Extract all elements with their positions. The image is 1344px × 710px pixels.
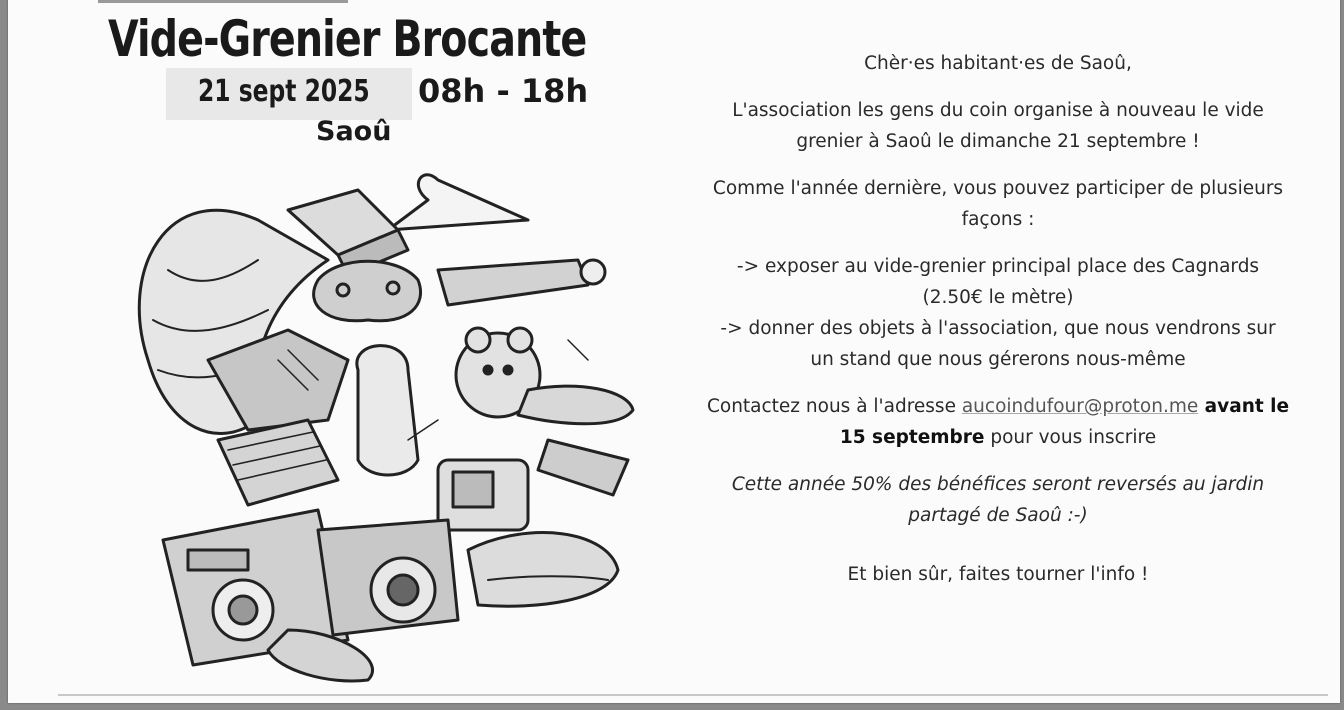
cornucopia-illustration-icon: [108, 160, 648, 690]
benefit-line-1: Cette année 50% des bénéfices seront reversés au jardin: [731, 474, 1265, 495]
poster-title: Vide-Grenier Brocante: [108, 10, 587, 68]
intro-line-1: L'association les gens du coin organise à nouveau le vide: [732, 100, 1264, 121]
poster-place: Saoû: [316, 116, 392, 147]
participate-line-2: façons :: [961, 209, 1035, 230]
participate-line-1: Comme l'année dernière, vous pouvez participer de plusieurs: [712, 178, 1284, 199]
option-2-line-2: un stand que nous gérerons nous-même: [810, 349, 1186, 370]
flyer-sheet: [8, 0, 1340, 703]
letter-body: [648, 48, 1344, 590]
option-1-line-1: -> exposer au vide-grenier principal place des Cagnards: [736, 256, 1260, 277]
bottom-divider: [58, 694, 1328, 696]
contact-deadline-a: avant le: [1198, 396, 1290, 417]
contact-line-2: [648, 422, 1344, 453]
greeting: Chèr·es habitant·es de Saoû,: [864, 53, 1132, 74]
poster-date: 21 sept 2025: [198, 74, 370, 109]
option-2-line-1: -> donner des objets à l'association, que nous vendrons sur: [720, 318, 1276, 339]
intro-line-2: grenier à Saoû le dimanche 21 septembre !: [796, 131, 1200, 152]
closing-line: Et bien sûr, faites tourner l'info !: [847, 564, 1149, 585]
contact-deadline-b: 15 septembre: [839, 427, 985, 448]
contact-line-1: [648, 391, 1344, 422]
top-divider: [98, 0, 348, 3]
option-1-line-2: (2.50€ le mètre): [922, 287, 1074, 308]
contact-suffix: pour vous inscrire: [984, 427, 1157, 448]
contact-email-link[interactable]: aucoindufour@proton.me: [961, 396, 1199, 417]
poster-hours: 08h - 18h: [418, 72, 589, 110]
benefit-line-2: partagé de Saoû :-): [908, 505, 1088, 526]
contact-prefix: Contactez nous à l'adresse: [706, 396, 962, 417]
